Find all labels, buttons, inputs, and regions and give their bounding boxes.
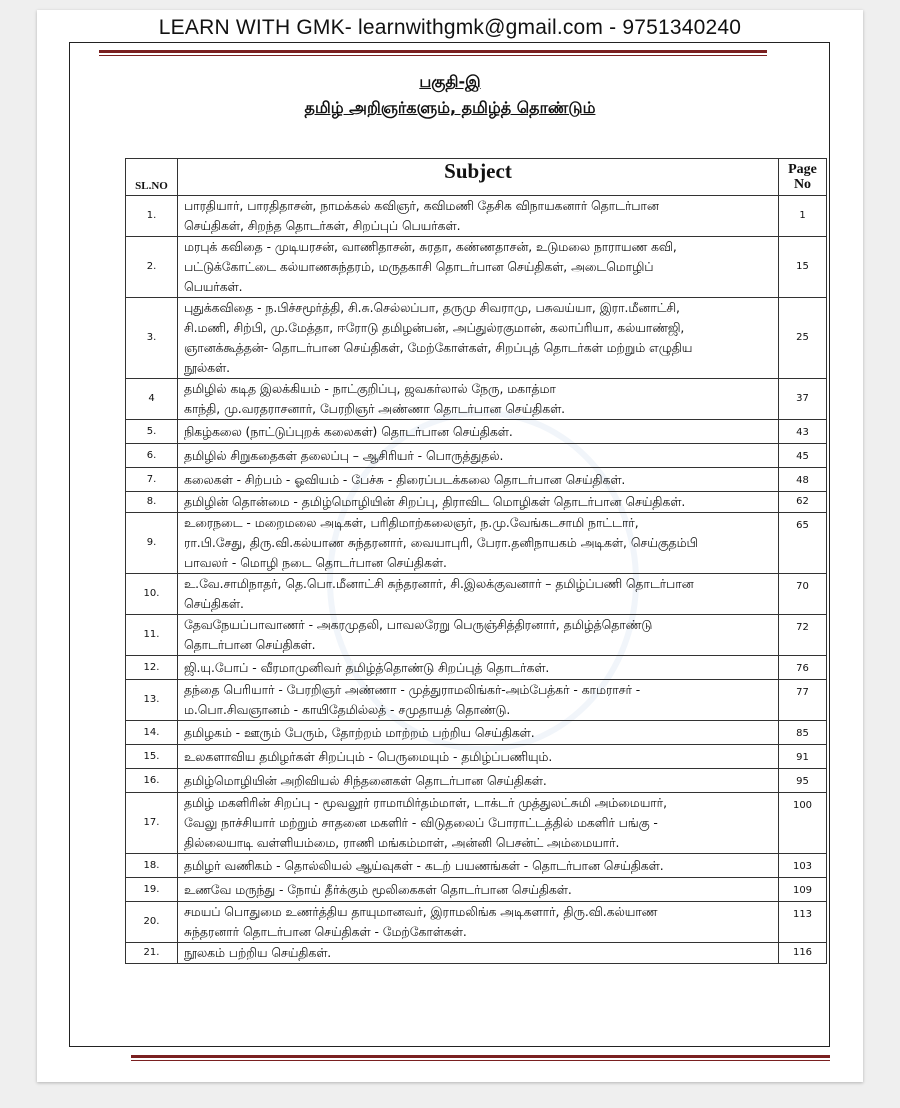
row-subject: சமயப் பொதுமை உணர்த்திய தாயுமானவர், இராமலிங்க அடிகளார், திரு.வி.கல்யாண சுந்தரனார் தொடர்பான செய்திகள் - மேற்கோள்கள். bbox=[184, 905, 658, 939]
table-row bbox=[126, 468, 827, 492]
row-page-number: 43 bbox=[779, 420, 827, 444]
row-serial-number: 12. bbox=[126, 656, 178, 680]
page-header: LEARN WITH GMK- learnwithgmk@gmail.com - 9751340240 bbox=[158, 16, 742, 39]
row-subject-cell bbox=[178, 656, 779, 680]
row-subject-cell bbox=[178, 420, 779, 444]
row-page-number: 15 bbox=[779, 237, 827, 298]
row-subject-cell bbox=[178, 793, 779, 854]
header-rule bbox=[99, 50, 767, 53]
row-serial-number: 4 bbox=[126, 379, 178, 420]
table-body bbox=[126, 196, 827, 964]
row-page-number: 85 bbox=[779, 721, 827, 745]
row-subject-cell bbox=[178, 943, 779, 964]
row-serial-number: 5. bbox=[126, 420, 178, 444]
row-page-number: 116 bbox=[779, 943, 827, 964]
part-label: பகுதி-இ bbox=[419, 72, 481, 91]
row-serial-number: 6. bbox=[126, 444, 178, 468]
row-subject: தமிழின் தொன்மை - தமிழ்மொழியின் சிறப்பு, திராவிட மொழிகள் தொடர்பான செய்திகள். bbox=[184, 495, 686, 509]
table-row bbox=[126, 745, 827, 769]
row-page-number: 91 bbox=[779, 745, 827, 769]
col-header-slno: SL.NO bbox=[126, 159, 178, 196]
row-page-number: 103 bbox=[779, 854, 827, 878]
row-serial-number: 7. bbox=[126, 468, 178, 492]
table-row bbox=[126, 513, 827, 574]
table-row bbox=[126, 793, 827, 854]
table-row bbox=[126, 721, 827, 745]
row-page-number: 48 bbox=[779, 468, 827, 492]
row-subject: தமிழ்மொழியின் அறிவியல் சிந்தனைகள் தொடர்பான செய்திகள். bbox=[184, 773, 547, 788]
row-serial-number: 8. bbox=[126, 492, 178, 513]
row-subject: நிகழ்கலை (நாட்டுப்புறக் கலைகள்) தொடர்பான செய்திகள். bbox=[184, 424, 513, 439]
row-subject-cell bbox=[178, 444, 779, 468]
row-subject: நூலகம் பற்றிய செய்திகள். bbox=[184, 946, 332, 960]
table-row bbox=[126, 444, 827, 468]
row-page-number: 77 bbox=[779, 680, 827, 721]
row-page-number: 100 bbox=[779, 793, 827, 854]
table-row bbox=[126, 943, 827, 964]
table-row bbox=[126, 237, 827, 298]
col-header-page bbox=[779, 159, 827, 196]
row-subject-cell bbox=[178, 902, 779, 943]
table-row bbox=[126, 574, 827, 615]
row-subject-cell bbox=[178, 513, 779, 574]
section-title: தமிழ் அறிஞர்களும், தமிழ்த் தொண்டும் bbox=[304, 98, 596, 117]
row-serial-number: 1. bbox=[126, 196, 178, 237]
footer-rule bbox=[131, 1055, 830, 1058]
row-subject: தமிழகம் - ஊரும் பேரும், தோற்றம் மாற்றம் பற்றிய செய்திகள். bbox=[184, 725, 535, 740]
row-page-number: 37 bbox=[779, 379, 827, 420]
row-subject-cell bbox=[178, 379, 779, 420]
row-subject: உ.வே.சாமிநாதர், தெ.பொ.மீனாட்சி சுந்தரனார், சி.இலக்குவனார் – தமிழ்ப்பணி தொடர்பான செய்திகள். bbox=[184, 577, 694, 611]
row-subject: தேவநேயப்பாவாணர் - அகரமுதலி, பாவலரேறு பெருஞ்சித்திரனார், தமிழ்த்தொண்டு தொடர்பான செய்திகள். bbox=[184, 618, 653, 652]
row-page-number: 45 bbox=[779, 444, 827, 468]
row-page-number: 65 bbox=[779, 513, 827, 574]
row-serial-number: 15. bbox=[126, 745, 178, 769]
row-subject-cell bbox=[178, 574, 779, 615]
table-row bbox=[126, 854, 827, 878]
row-subject: உலகளாவிய தமிழர்கள் சிறப்பும் - பெருமையும் - தமிழ்ப்பணியும். bbox=[184, 749, 553, 764]
row-page-number: 109 bbox=[779, 878, 827, 902]
row-subject-cell bbox=[178, 468, 779, 492]
row-subject-cell bbox=[178, 878, 779, 902]
row-subject: கலைகள் - சிற்பம் - ஓவியம் - பேச்சு - திரைப்படக்கலை தொடர்பான செய்திகள். bbox=[184, 472, 626, 487]
row-serial-number: 13. bbox=[126, 680, 178, 721]
row-page-number: 62 bbox=[779, 492, 827, 513]
row-subject: தந்தை பெரியார் - பேரறிஞர் அண்ணா - முத்துராமலிங்கர்-அம்பேத்கர் - காமராசர் - ம.பொ.சிவஞானம் - காயிதேமில்லத் - சமுதாயத் தொண்டு. bbox=[184, 683, 641, 717]
row-subject: ஜி.யு.போப் - வீரமாமுனிவர் தமிழ்த்தொண்டு சிறப்புத் தொடர்கள். bbox=[184, 660, 550, 675]
table-row bbox=[126, 902, 827, 943]
row-serial-number: 16. bbox=[126, 769, 178, 793]
footer-rule-thin bbox=[131, 1060, 830, 1061]
table-header-row bbox=[126, 159, 827, 196]
col-header-page-label: Page No bbox=[788, 162, 817, 192]
row-subject-cell bbox=[178, 196, 779, 237]
row-serial-number: 11. bbox=[126, 615, 178, 656]
row-subject: தமிழ் மகளிரின் சிறப்பு - மூவலூர் ராமாமிர்தம்மாள், டாக்டர் முத்துலட்சுமி அம்மையார், வேலு நாச்சியார் மற்றும் சாதனை மகளிர் - விடுதலைப் போராட்டத்தில் மகளிர் பங்கு - தில்லையாடி வள்ளியம்மை, ராணி மங்கம்மாள், அன்னி பெசன்ட் அம்மையார். bbox=[184, 796, 667, 850]
header-rule-thin bbox=[99, 55, 767, 56]
contents-table bbox=[125, 158, 827, 964]
row-serial-number: 14. bbox=[126, 721, 178, 745]
table-row bbox=[126, 379, 827, 420]
row-subject-cell bbox=[178, 769, 779, 793]
table-row bbox=[126, 878, 827, 902]
row-page-number: 113 bbox=[779, 902, 827, 943]
row-subject: உணவே மருந்து - நோய் தீர்க்கும் மூலிகைகள் தொடர்பான செய்திகள். bbox=[184, 882, 572, 897]
table-row bbox=[126, 680, 827, 721]
row-subject: உரைநடை - மறைமலை அடிகள், பரிதிமாற்கலைஞர், ந.மு.வேங்கடசாமி நாட்டார், ரா.பி.சேது, திரு.வி.கல்யாண சுந்தரனார், வையாபுரி, பேரா.தனிநாயகம் அடிகள், செய்குதம்பி பாவலர் - மொழி நடை தொடர்பான செய்திகள். bbox=[184, 516, 698, 570]
table-row bbox=[126, 196, 827, 237]
row-serial-number: 10. bbox=[126, 574, 178, 615]
row-subject-cell bbox=[178, 298, 779, 379]
row-serial-number: 2. bbox=[126, 237, 178, 298]
row-subject-cell bbox=[178, 237, 779, 298]
row-subject: தமிழில் கடித இலக்கியம் - நாட்குறிப்பு, ஜவகர்லால் நேரு, மகாத்மா காந்தி, மு.வரதராசனார், பேரறிஞர் அண்ணா தொடர்பான செய்திகள். bbox=[184, 382, 566, 416]
row-subject-cell bbox=[178, 745, 779, 769]
row-subject-cell bbox=[178, 721, 779, 745]
table-row bbox=[126, 769, 827, 793]
row-subject: பாரதியார், பாரதிதாசன், நாமக்கல் கவிஞர், கவிமணி தேசிக விநாயகனார் தொடர்பான செய்திகள், சிறந்த தொடர்கள், சிறப்புப் பெயர்கள். bbox=[184, 199, 659, 233]
row-serial-number: 18. bbox=[126, 854, 178, 878]
row-subject-cell bbox=[178, 854, 779, 878]
document-page bbox=[37, 10, 863, 1082]
row-subject: தமிழில் சிறுகதைகள் தலைப்பு – ஆசிரியர் - பொருத்துதல். bbox=[184, 448, 504, 463]
row-subject-cell bbox=[178, 615, 779, 656]
row-page-number: 1 bbox=[779, 196, 827, 237]
row-page-number: 25 bbox=[779, 298, 827, 379]
table-row bbox=[126, 492, 827, 513]
row-serial-number: 3. bbox=[126, 298, 178, 379]
row-page-number: 72 bbox=[779, 615, 827, 656]
row-page-number: 70 bbox=[779, 574, 827, 615]
row-subject: புதுக்கவிதை - ந.பிச்சமூர்த்தி, சி.சு.செல்லப்பா, தருமு சிவராமு, பசுவய்யா, இரா.மீனாட்சி, சி.மணி, சிற்பி, மு.மேத்தா, ஈரோடு தமிழன்பன், அப்துல்ரகுமான், கலாப்ரியா, கல்யாண்ஜி, ஞானக்கூத்தன்- தொடர்பான செய்திகள், மேற்கோள்கள், சிறப்புத் தொடர்கள் மற்றும் எழுதிய நூல்கள். bbox=[184, 301, 693, 375]
row-page-number: 95 bbox=[779, 769, 827, 793]
row-serial-number: 9. bbox=[126, 513, 178, 574]
table-row bbox=[126, 615, 827, 656]
row-subject-cell bbox=[178, 492, 779, 513]
table-row bbox=[126, 420, 827, 444]
row-page-number: 76 bbox=[779, 656, 827, 680]
row-serial-number: 19. bbox=[126, 878, 178, 902]
row-serial-number: 17. bbox=[126, 793, 178, 854]
table-row bbox=[126, 298, 827, 379]
col-header-subject: Subject bbox=[178, 159, 779, 196]
row-serial-number: 20. bbox=[126, 902, 178, 943]
row-serial-number: 21. bbox=[126, 943, 178, 964]
row-subject-cell bbox=[178, 680, 779, 721]
row-subject: தமிழர் வணிகம் - தொல்லியல் ஆய்வுகள் - கடற் பயணங்கள் - தொடர்பான செய்திகள். bbox=[184, 858, 664, 873]
row-subject: மரபுக் கவிதை - முடியரசன், வாணிதாசன், சுரதா, கண்ணதாசன், உடுமலை நாராயண கவி, பட்டுக்கோட்டை கல்யாணசுந்தரம், மருதகாசி தொடர்பான செய்திகள், அடைமொழிப் பெயர்கள். bbox=[184, 240, 677, 294]
table-row bbox=[126, 656, 827, 680]
